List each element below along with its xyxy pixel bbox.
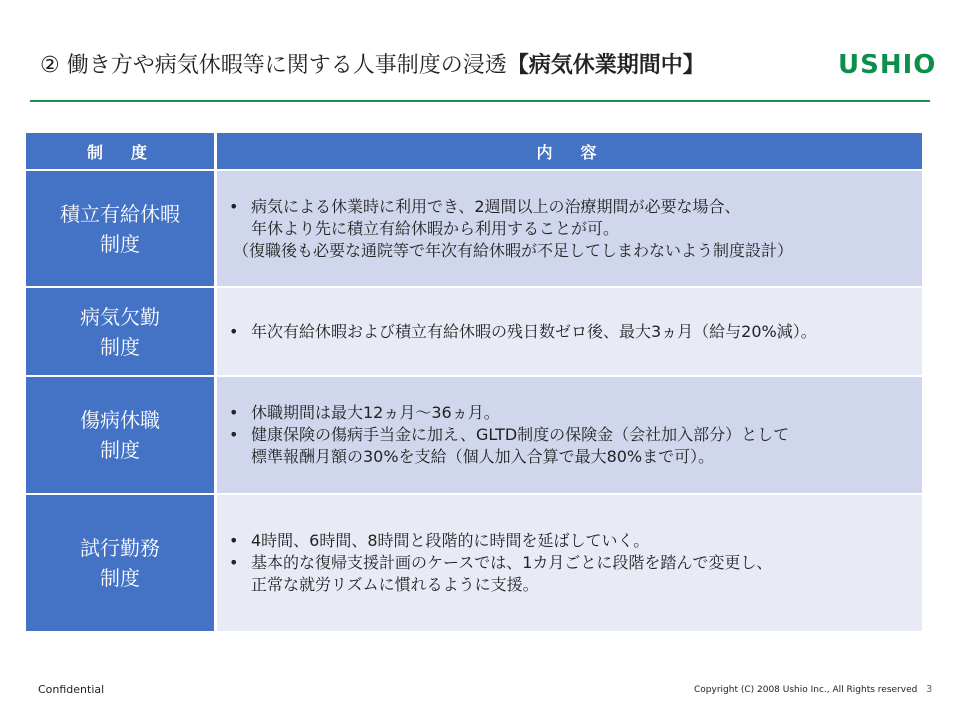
bullet-continuation: 年休より先に積立有給休暇から利用することが可。 (251, 218, 620, 238)
content-cell (217, 171, 922, 286)
bullet-item (229, 402, 922, 424)
title-divider (30, 100, 930, 102)
system-name-line2: 制度 (100, 438, 140, 462)
bullet-text: 基本的な復帰支援計画のケースでは、1カ月ごとに段階を踏んで変更し、 (251, 553, 773, 572)
bullet-item (229, 552, 922, 574)
system-name-line2: 制度 (100, 566, 140, 590)
system-name-line2: 制度 (100, 231, 140, 256)
ushio-logo: USHIO (838, 50, 937, 80)
note-text: （復職後も必要な通院等で年次有給休暇が不足してしまわないよう制度設計） (233, 240, 794, 260)
bullet-text: 健康保険の傷病手当金に加え、GLTD制度の保険金（会社加入部分）として (251, 425, 790, 444)
slide-title (40, 48, 705, 79)
slide-title-main: ② 働き方や病気休暇等に関する人事制度の浸透 (40, 53, 507, 78)
slide-title-bold: 【病気休業期間中】 (506, 53, 705, 78)
content-cell (217, 495, 922, 631)
system-name-line1: 試行勤務 (80, 536, 160, 560)
table-row (26, 288, 922, 375)
bullet-text: 病気による休業時に利用でき、2週間以上の治療期間が必要な場合、 (251, 196, 741, 216)
system-name-line1: 傷病休職 (80, 408, 160, 432)
col-header-system: 制 度 (26, 133, 214, 169)
bullet-icon: • (229, 321, 239, 341)
col-header-content: 内 容 (217, 133, 922, 169)
bullet-icon: • (229, 425, 239, 444)
table-row (26, 495, 922, 631)
system-name-line2: 制度 (100, 334, 140, 359)
system-name-cell (26, 377, 214, 493)
bullet-text: 休職期間は最大12ヵ月～36ヵ月。 (251, 403, 500, 422)
bullet-icon: • (229, 531, 239, 550)
system-name-line1: 病気欠勤 (80, 304, 160, 329)
bullet-item (229, 424, 922, 446)
copyright-text: Copyright (C) 2008 Ushio Inc., All Rights reserved (694, 685, 918, 695)
bullet-item (229, 530, 922, 552)
bullet-icon: • (229, 403, 239, 422)
page-number: 3 (926, 684, 933, 695)
bullet-icon: • (229, 553, 239, 572)
content-cell (217, 377, 922, 493)
bullet-item (229, 321, 922, 343)
bullet-icon: • (229, 196, 239, 216)
table-row (26, 377, 922, 493)
bullet-text: 4時間、6時間、8時間と段階的に時間を延ばしていく。 (251, 531, 650, 550)
confidential-label: Confidential (38, 683, 105, 696)
content-cell (217, 288, 922, 375)
system-name-cell (26, 288, 214, 375)
bullet-text: 年次有給休暇および積立有給休暇の残日数ゼロ後、最大3ヵ月（給与20%減）。 (251, 321, 817, 341)
system-name-cell (26, 495, 214, 631)
system-name-cell (26, 171, 214, 286)
bullet-continuation: 正常な就労リズムに慣れるように支援。 (251, 575, 539, 594)
bullet-continuation: 標準報酬月額の30%を支給（個人加入合算で最大80%まで可）。 (251, 447, 715, 466)
table-header-row (26, 133, 922, 169)
table-row (26, 171, 922, 286)
policy-table (26, 133, 922, 631)
system-name-line1: 積立有給休暇 (60, 201, 180, 226)
bullet-item (229, 196, 922, 218)
